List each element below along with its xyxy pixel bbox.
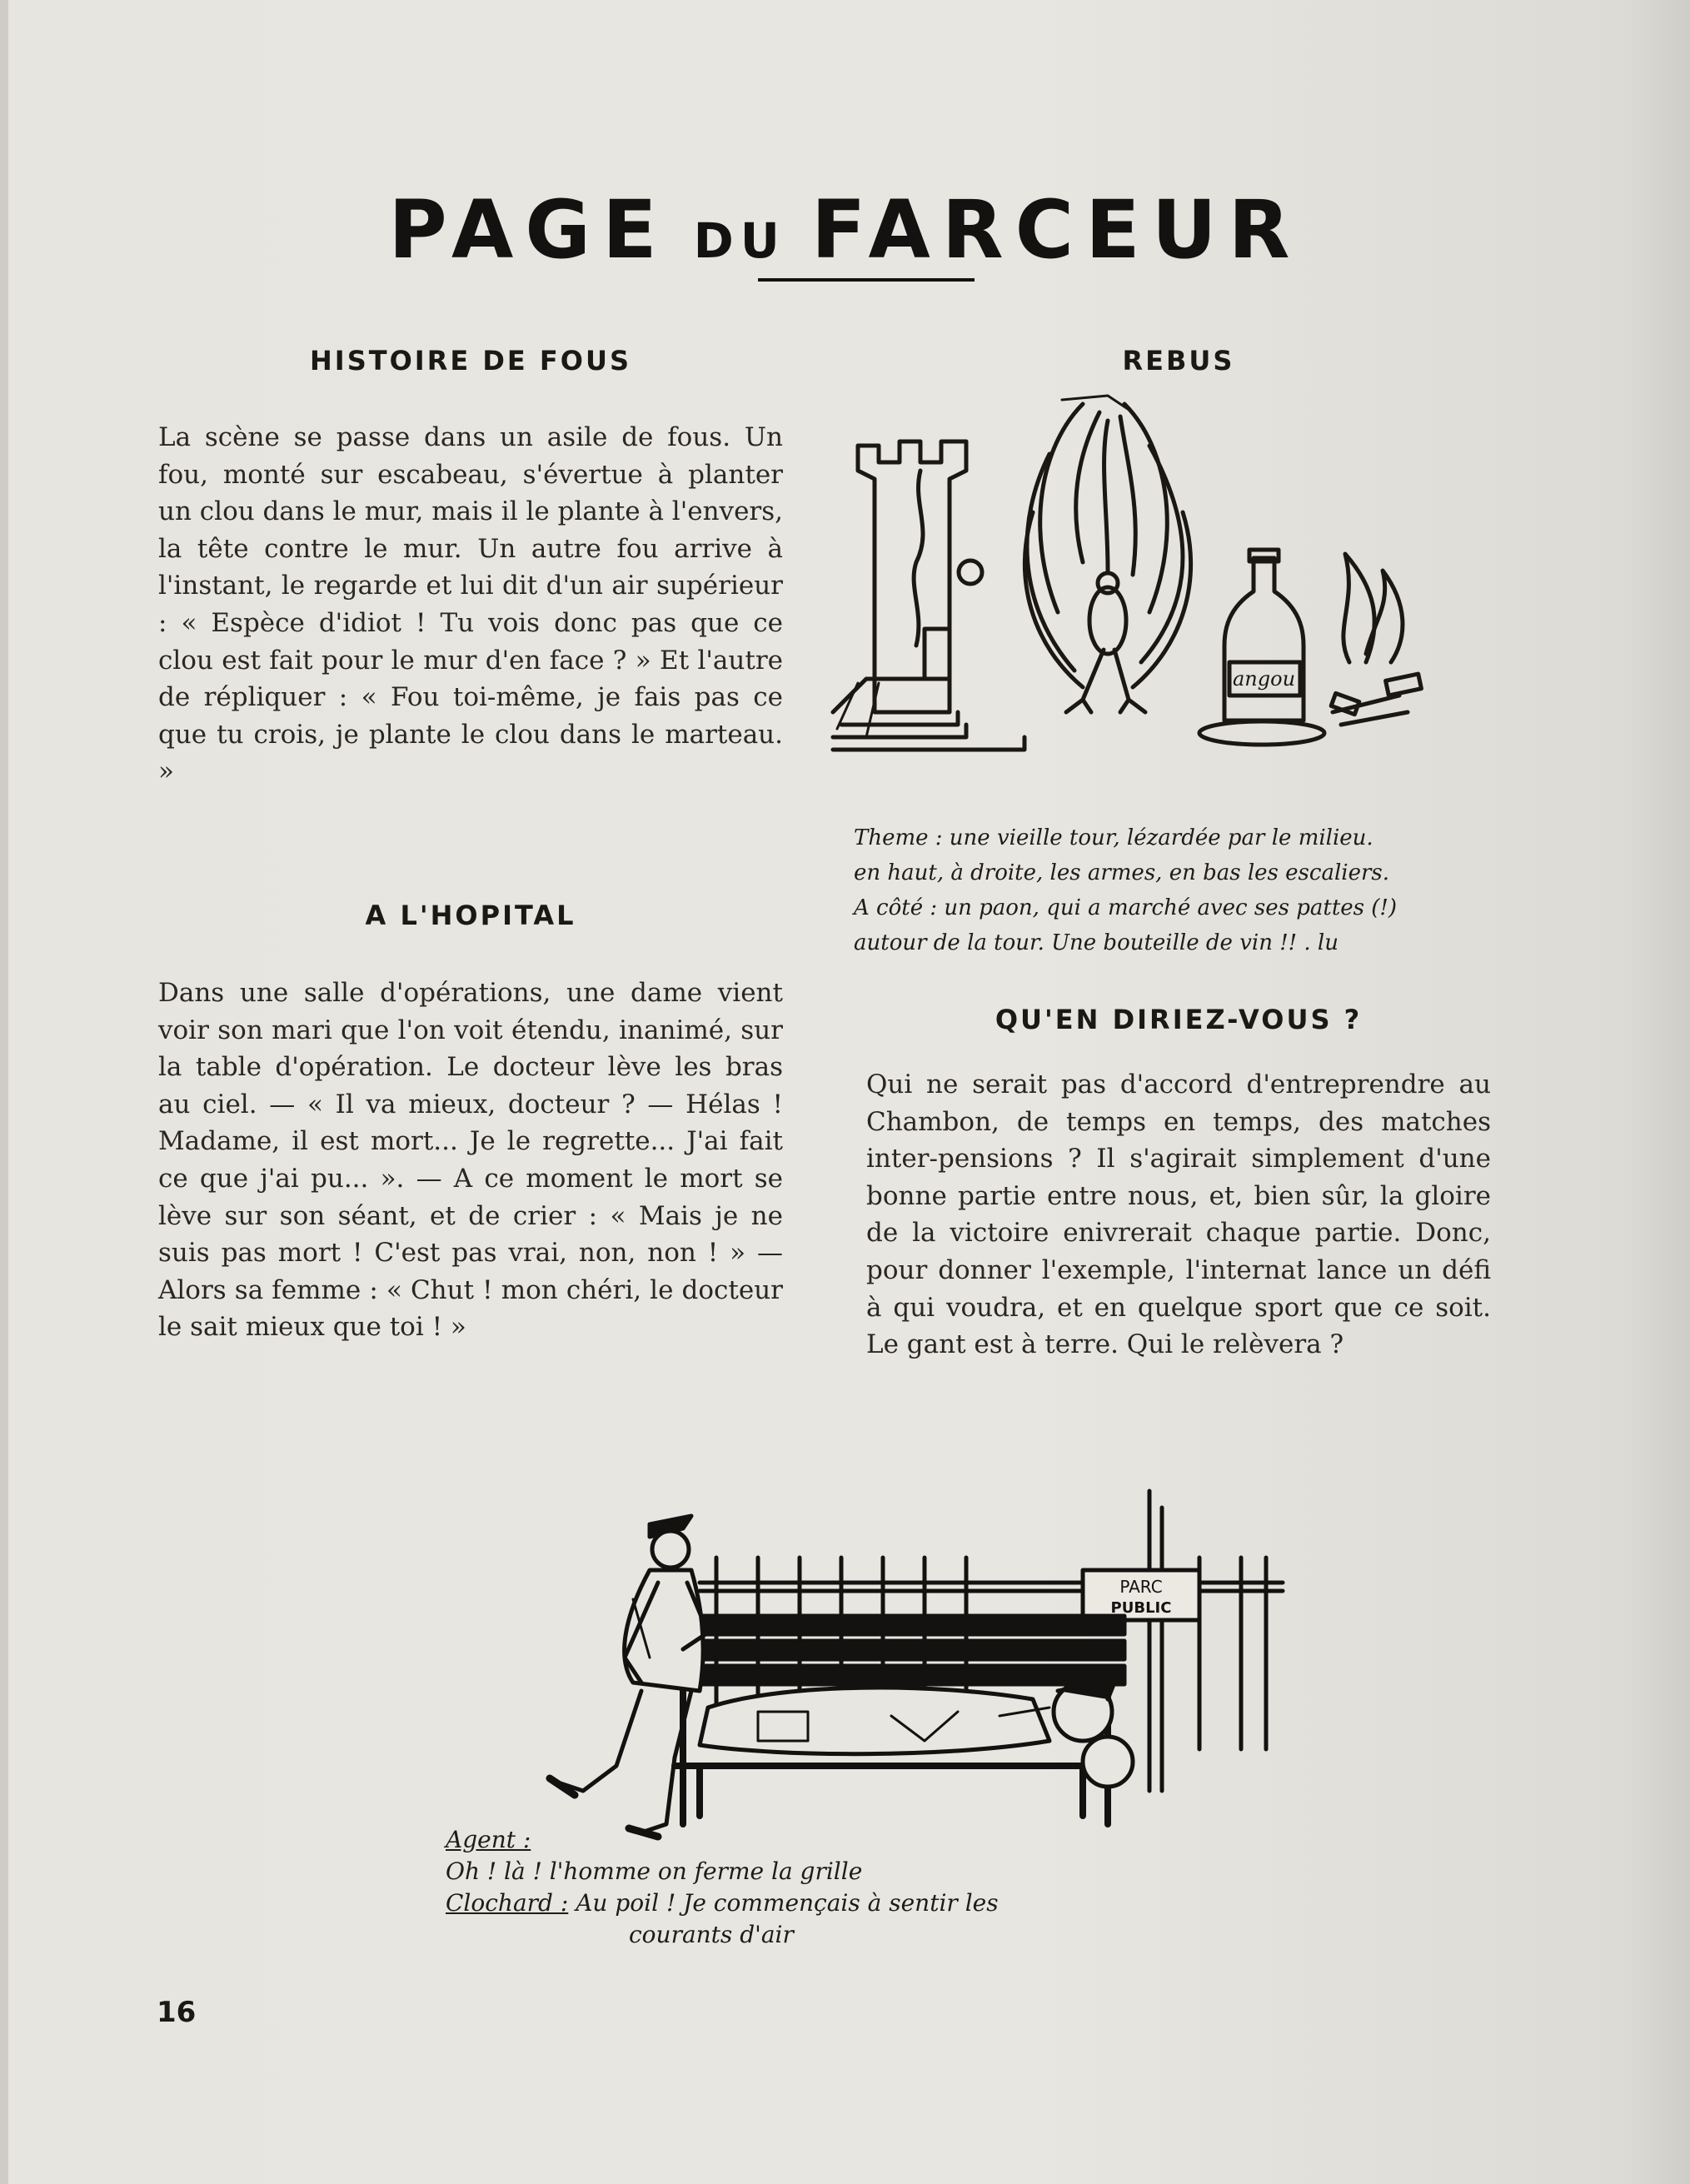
park-sign-line-2: PUBLIC [1110, 1599, 1172, 1617]
rebus-note-line-4: autour de la tour. Une bouteille de vin !! . lu [854, 930, 1339, 955]
cartoon-caption [446, 1824, 1195, 1951]
tramp-drawing [700, 1678, 1133, 1787]
bottle-drawing [1199, 550, 1324, 745]
caption-speaker-clochard: Clochard : [446, 1889, 569, 1917]
page-title [0, 183, 1690, 277]
page-number: 16 [157, 1996, 197, 2029]
paragraph-quen-diriez-vous: Qui ne serait pas d'accord d'entreprendre au Chambon, de temps en temps, des matches inter-pensions ? Il s'agirait simplement d'une bonne partie entre nous, et, bien sûr, la gloire de la victoire enivrerait chaque partie. Donc, pour donner l'exemple, l'internat lance un défi à qui voudra, et en quelque sport que ce soit. Le gant est à terre. Qui le relèvera ? [866, 1070, 1491, 1360]
rebus-note-line-3: A côté : un paon, qui a marché avec ses pattes (!) [854, 895, 1397, 920]
title-word-du: DU [693, 212, 786, 269]
caption-line-agent: Oh ! là ! l'homme on ferme la grille [446, 1857, 863, 1885]
paragraph-a-lhopital: Dans une salle d'opérations, une dame vient voir son mari que l'on voit étendu, inanimé, sur la table d'opération. Le docteur lève les bras au ciel. — « Il va mieux, docteur ? — Hélas ! Madame, il est mort... Je le regrette... J'ai fait ce que j'ai pu... ». — A ce moment le mort se lève sur son séant, et de crier : « Mais je ne suis pas mort ! C'est pas vrai, non, non ! » — Alors sa femme : « Chut ! mon chéri, le docteur le sait mieux que toi ! » [158, 978, 783, 1343]
heading-rebus: REBUS [1122, 345, 1235, 376]
rebus-note-line-2: en haut, à droite, les armes, en bas les escaliers. [854, 860, 1389, 885]
rebus-illustration [833, 396, 1483, 745]
heading-histoire-de-fous: HISTOIRE DE FOUS [310, 345, 631, 376]
title-underline [758, 278, 975, 282]
title-word-page: PAGE [388, 183, 669, 277]
fire-drawing [1331, 554, 1421, 725]
caption-line-clochard: Au poil ! Je commençais à sentir les [576, 1889, 999, 1917]
caption-line-clochard-end: courants d'air [629, 1921, 794, 1948]
peacock-drawing [1024, 396, 1190, 712]
heading-quen-diriez-vous: QU'EN DIRIEZ-VOUS ? [995, 1004, 1363, 1035]
title-word-farceur: FARCEUR [810, 183, 1302, 277]
cartoon-illustration [533, 1491, 1308, 1849]
page-binding-edge [0, 0, 8, 2184]
paragraph-histoire-de-fous: La scène se passe dans un asile de fous. Un fou, monté sur escabeau, s'évertue à planter un clou dans le mur, mais il le plante à l'envers, la tête contre le mur. Un autre fou arrive à l'instant, le regarde et lui dit d'un air supérieur : « Espèce d'idiot ! Tu vois donc pas que ce clou est fait pour le mur d'en face ? » Et l'autre de répliquer : « Fou toi-même, je fais pas ce que tu crois, je plante le clou dans le marteau. » [158, 422, 783, 787]
bottle-label: angou [1233, 667, 1296, 691]
rebus-note-line-1: Theme : une vieille tour, lézardée par le milieu. [854, 825, 1373, 850]
rebus-handwritten-notes [854, 820, 1545, 960]
heading-a-lhopital: A L'HOPITAL [365, 900, 576, 931]
caption-speaker-agent: Agent : [446, 1826, 531, 1853]
park-sign-line-1: PARC [1119, 1577, 1163, 1597]
